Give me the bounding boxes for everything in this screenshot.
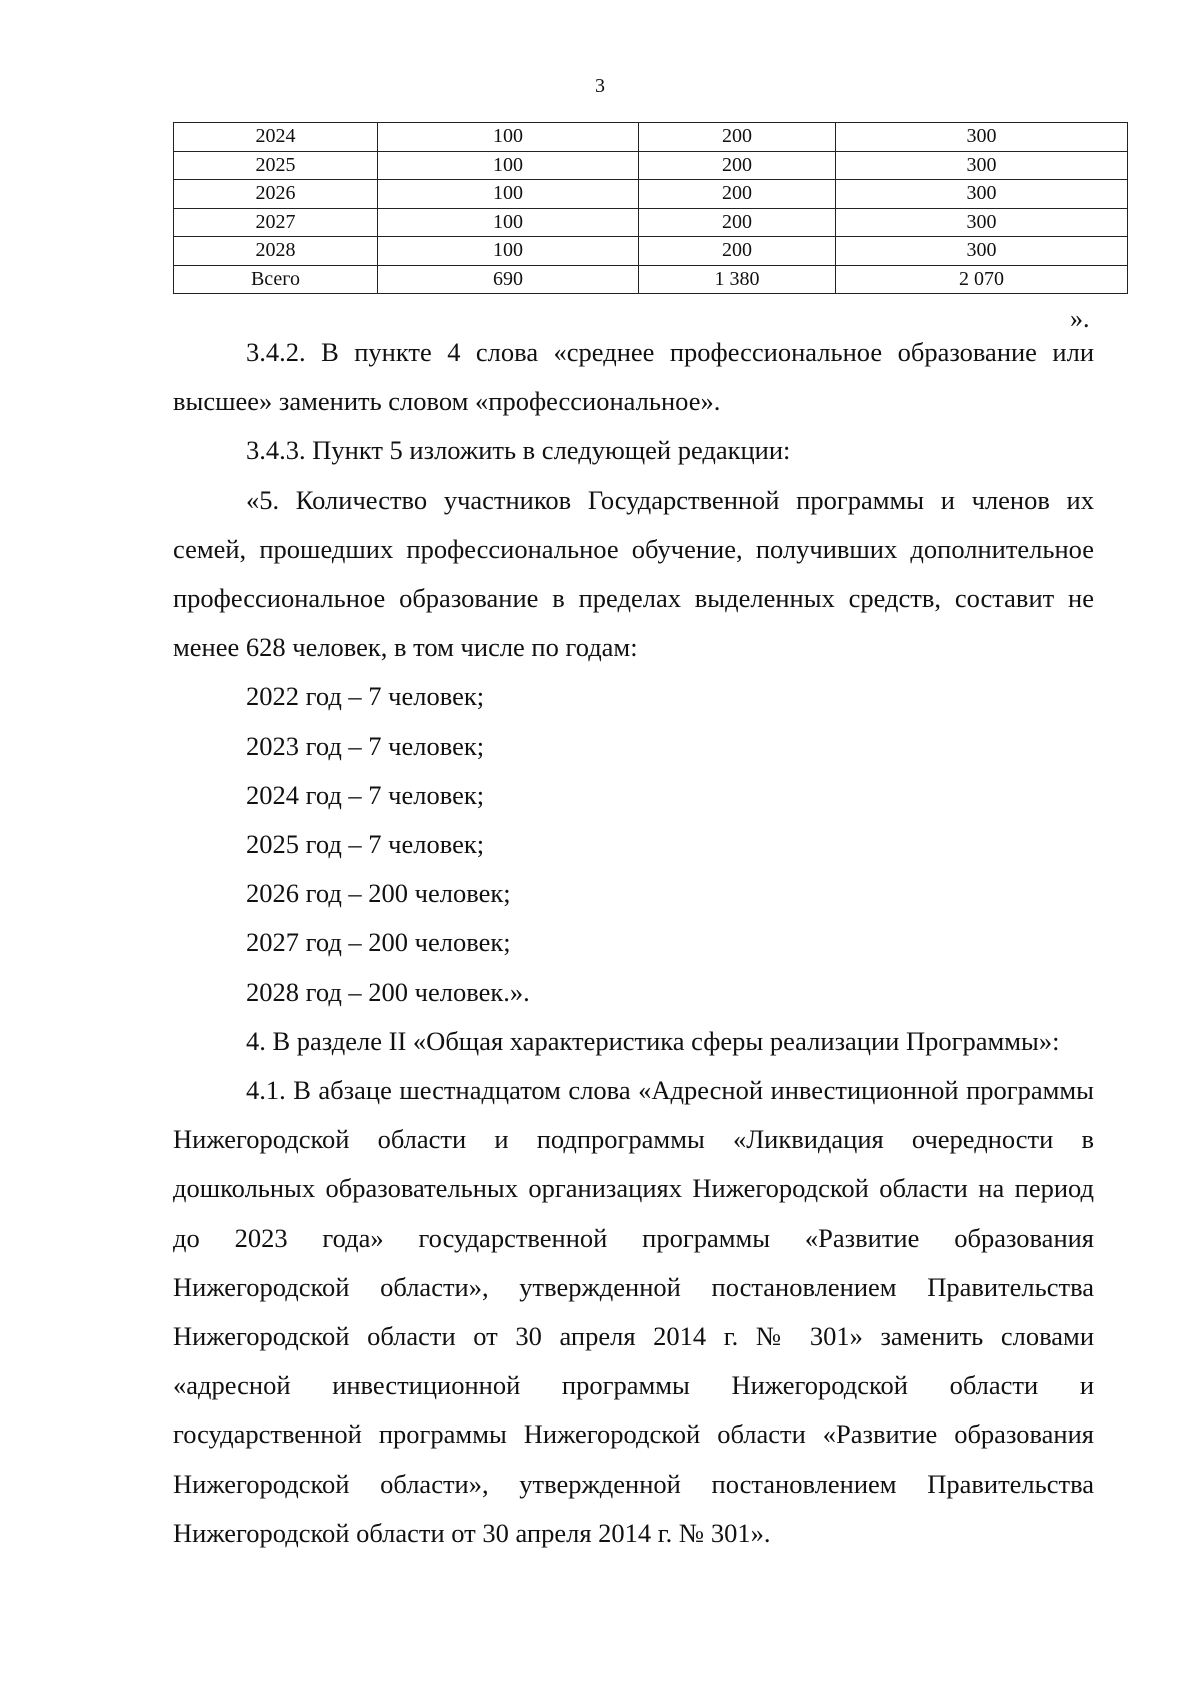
- paragraph-section-4: 4. В разделе II «Общая характеристика сферы реализации Программы»:: [246, 1025, 1060, 1056]
- list-item-2027: 2027 год – 200 человек;: [246, 927, 511, 958]
- list-item-2023: 2023 год – 7 человек;: [246, 730, 485, 761]
- page-number: 3: [595, 75, 605, 97]
- table-cell: 300: [836, 237, 1128, 266]
- table-cell-year: 2028: [174, 237, 378, 266]
- table-cell: 690: [378, 265, 639, 294]
- table-cell: 100: [378, 208, 639, 237]
- table-cell-year: 2026: [174, 180, 378, 209]
- paragraph-4-1: 4.1. В абзаце шестнадцатом слова «Адресной инвестиционной программы Нижегородской области и подпрограммы «Ликвидация очередности в дошкольных образовательных организациях Нижегородской области на период до 2023 года» государственной программы «Развитие образования Нижегородской области», утвержденной постановлением Правительства Нижегородской области от 30 апреля 2014 г. № 301» заменить словами «адресной инвестиционной программы Нижегородской области и государственной программы Нижегородской области «Развитие образования Нижегородской области», утвержденной постановлением Правительства Нижегородской области от 30 апреля 2014 г. № 301».: [173, 1075, 1094, 1548]
- table-total-row: [174, 265, 1128, 294]
- table-row: [174, 180, 1128, 209]
- table-cell: 200: [639, 151, 836, 180]
- table-cell: 300: [836, 180, 1128, 209]
- table-cell-year: 2025: [174, 151, 378, 180]
- funding-table: [173, 122, 1128, 294]
- table-row: [174, 237, 1128, 266]
- list-item-2022: 2022 год – 7 человек;: [246, 681, 485, 712]
- list-item-2024: 2024 год – 7 человек;: [246, 779, 485, 810]
- table-cell: 200: [639, 237, 836, 266]
- table-cell: 100: [378, 180, 639, 209]
- table-cell: 200: [639, 123, 836, 152]
- table-cell: 300: [836, 123, 1128, 152]
- table-cell: 100: [378, 123, 639, 152]
- list-item-2025: 2025 год – 7 человек;: [246, 829, 485, 860]
- paragraph-3-4-2: 3.4.2. В пункте 4 слова «среднее профессиональное образование или высшее» заменить словом «профессиональное».: [173, 337, 1094, 417]
- table-cell: 1 380: [639, 265, 836, 294]
- table-cell-year: 2027: [174, 208, 378, 237]
- table-cell-total-label: Всего: [174, 265, 378, 294]
- table-row: [174, 208, 1128, 237]
- table-cell: 200: [639, 180, 836, 209]
- table-cell: 2 070: [836, 265, 1128, 294]
- table-row: [174, 123, 1128, 152]
- table-cell: 100: [378, 151, 639, 180]
- closing-quote: ».: [1070, 304, 1090, 333]
- table-row: [174, 151, 1128, 180]
- table-cell: 100: [378, 237, 639, 266]
- table-cell-year: 2024: [174, 123, 378, 152]
- table-cell: 300: [836, 151, 1128, 180]
- paragraph-3-4-3: 3.4.3. Пункт 5 изложить в следующей редакции:: [246, 435, 791, 466]
- list-item-2028: 2028 год – 200 человек.».: [246, 976, 530, 1007]
- list-item-2026: 2026 год – 200 человек;: [246, 878, 511, 909]
- table-cell: 300: [836, 208, 1128, 237]
- document-body: [173, 328, 1094, 1558]
- paragraph-item-5: «5. Количество участников Государственной программы и членов их семей, прошедших профессиональное обучение, получивших дополнительное профессиональное образование в пределах выделенных средств, составит не менее 628 человек, в том числе по годам:: [173, 484, 1094, 663]
- table-cell: 200: [639, 208, 836, 237]
